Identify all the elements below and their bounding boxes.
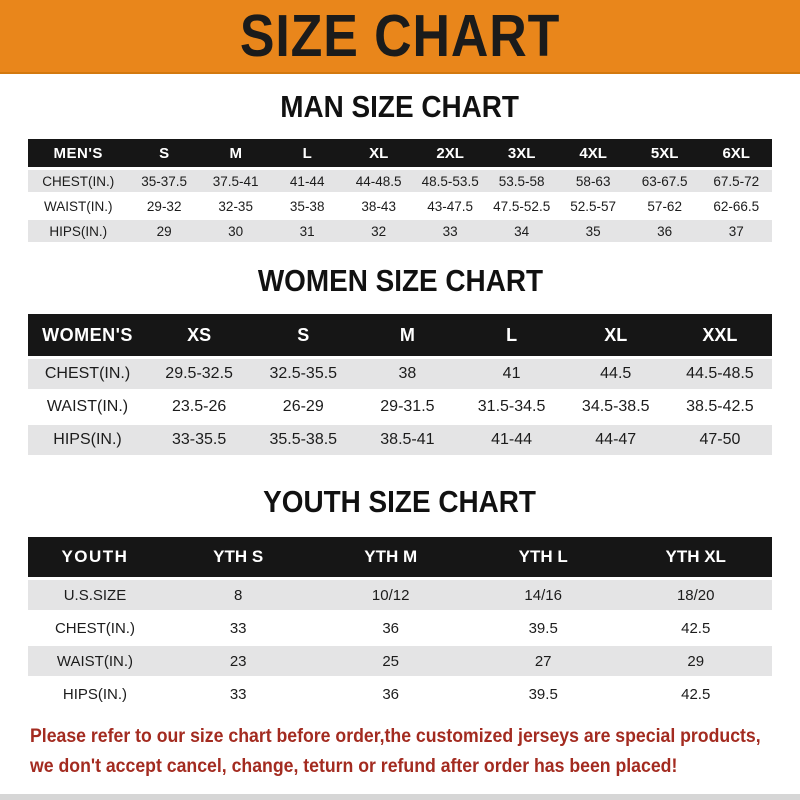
size-value-cell: 38.5-41 (355, 425, 459, 455)
size-value-cell: 35-37.5 (128, 170, 200, 192)
size-column-header: XS (147, 314, 251, 356)
size-value-cell: 41 (460, 359, 564, 389)
size-table (28, 534, 772, 712)
row-label: HIPS(IN.) (28, 425, 147, 455)
table-row (28, 220, 772, 242)
youth-size-table (28, 534, 772, 712)
table-row (28, 195, 772, 217)
table-row (28, 646, 772, 676)
row-label: WAIST(IN.) (28, 392, 147, 422)
table-row (28, 392, 772, 422)
size-value-cell: 58-63 (557, 170, 629, 192)
size-value-cell: 44.5-48.5 (668, 359, 772, 389)
size-value-cell: 10/12 (314, 580, 467, 610)
disclaimer-line-2-text: we don't accept cancel, change, teturn or refund after order has been placed! (30, 756, 678, 777)
table-header-row (28, 314, 772, 356)
size-value-cell: 39.5 (467, 679, 620, 709)
size-value-cell: 23.5-26 (147, 392, 251, 422)
size-column-header: L (460, 314, 564, 356)
women-size-chart-section (0, 263, 800, 458)
bottom-edge-strip (0, 794, 800, 800)
row-label: WAIST(IN.) (28, 195, 128, 217)
size-value-cell: 47-50 (668, 425, 772, 455)
table-row (28, 359, 772, 389)
banner-title: SIZE CHART (239, 3, 561, 69)
size-column-header: XXL (668, 314, 772, 356)
disclaimer-line-2 (30, 752, 800, 782)
section-heading-text: WOMEN SIZE CHART (257, 263, 543, 298)
size-value-cell: 41-44 (271, 170, 343, 192)
size-value-cell: 37.5-41 (200, 170, 272, 192)
section-heading-text: MAN SIZE CHART (280, 89, 520, 124)
size-column-header: S (128, 139, 200, 167)
size-column-header: 4XL (557, 139, 629, 167)
size-value-cell: 41-44 (460, 425, 564, 455)
size-value-cell: 38.5-42.5 (668, 392, 772, 422)
size-value-cell: 37 (700, 220, 772, 242)
table-header-row (28, 139, 772, 167)
size-value-cell: 30 (200, 220, 272, 242)
size-value-cell: 33-35.5 (147, 425, 251, 455)
size-value-cell: 47.5-52.5 (486, 195, 558, 217)
table-row (28, 679, 772, 709)
size-value-cell: 34.5-38.5 (564, 392, 668, 422)
size-column-header: XL (343, 139, 415, 167)
row-label: U.S.SIZE (28, 580, 162, 610)
size-column-header: YTH XL (619, 537, 772, 577)
size-value-cell: 35 (557, 220, 629, 242)
size-column-header: YTH S (162, 537, 315, 577)
youth-size-chart-heading (0, 484, 800, 520)
table-row (28, 580, 772, 610)
section-heading-text: YOUTH SIZE CHART (263, 484, 537, 519)
size-value-cell: 42.5 (619, 679, 772, 709)
size-table (28, 136, 772, 245)
size-value-cell: 23 (162, 646, 315, 676)
size-value-cell: 32 (343, 220, 415, 242)
size-value-cell: 34 (486, 220, 558, 242)
size-column-header: M (355, 314, 459, 356)
size-value-cell: 32-35 (200, 195, 272, 217)
size-value-cell: 25 (314, 646, 467, 676)
disclaimer-line-1-text: Please refer to our size chart before order,the customized jerseys are special products, (30, 726, 761, 747)
size-column-header: XL (564, 314, 668, 356)
table-title-cell: YOUTH (28, 537, 162, 577)
size-value-cell: 8 (162, 580, 315, 610)
size-value-cell: 67.5-72 (700, 170, 772, 192)
size-value-cell: 36 (314, 679, 467, 709)
size-column-header: 6XL (700, 139, 772, 167)
table-row (28, 425, 772, 455)
size-value-cell: 26-29 (251, 392, 355, 422)
size-column-header: 3XL (486, 139, 558, 167)
women-size-chart-heading (0, 263, 800, 299)
size-value-cell: 29.5-32.5 (147, 359, 251, 389)
size-value-cell: 36 (629, 220, 701, 242)
size-value-cell: 62-66.5 (700, 195, 772, 217)
row-label: WAIST(IN.) (28, 646, 162, 676)
size-value-cell: 57-62 (629, 195, 701, 217)
size-column-header: M (200, 139, 272, 167)
disclaimer (30, 722, 800, 782)
size-value-cell: 29-31.5 (355, 392, 459, 422)
size-value-cell: 18/20 (619, 580, 772, 610)
size-value-cell: 42.5 (619, 613, 772, 643)
size-value-cell: 44-48.5 (343, 170, 415, 192)
size-column-header: YTH L (467, 537, 620, 577)
size-value-cell: 38-43 (343, 195, 415, 217)
size-value-cell: 38 (355, 359, 459, 389)
size-value-cell: 43-47.5 (414, 195, 486, 217)
size-value-cell: 31.5-34.5 (460, 392, 564, 422)
banner (0, 0, 800, 74)
table-title-cell: MEN'S (28, 139, 128, 167)
size-column-header: L (271, 139, 343, 167)
mens-size-table (28, 136, 772, 245)
size-value-cell: 33 (414, 220, 486, 242)
man-size-chart-section (0, 89, 800, 245)
size-value-cell: 31 (271, 220, 343, 242)
size-value-cell: 53.5-58 (486, 170, 558, 192)
size-value-cell: 48.5-53.5 (414, 170, 486, 192)
size-column-header: YTH M (314, 537, 467, 577)
size-value-cell: 39.5 (467, 613, 620, 643)
size-value-cell: 33 (162, 679, 315, 709)
row-label: CHEST(IN.) (28, 170, 128, 192)
table-header-row (28, 537, 772, 577)
table-title-cell: WOMEN'S (28, 314, 147, 356)
row-label: CHEST(IN.) (28, 359, 147, 389)
size-column-header: 5XL (629, 139, 701, 167)
size-value-cell: 33 (162, 613, 315, 643)
size-value-cell: 52.5-57 (557, 195, 629, 217)
size-value-cell: 29 (619, 646, 772, 676)
size-column-header: S (251, 314, 355, 356)
size-value-cell: 44.5 (564, 359, 668, 389)
size-value-cell: 29 (128, 220, 200, 242)
size-value-cell: 14/16 (467, 580, 620, 610)
size-value-cell: 63-67.5 (629, 170, 701, 192)
table-row (28, 170, 772, 192)
size-column-header: 2XL (414, 139, 486, 167)
size-value-cell: 32.5-35.5 (251, 359, 355, 389)
row-label: CHEST(IN.) (28, 613, 162, 643)
size-value-cell: 36 (314, 613, 467, 643)
size-table (28, 311, 772, 458)
size-value-cell: 35.5-38.5 (251, 425, 355, 455)
youth-size-chart-section (0, 484, 800, 712)
row-label: HIPS(IN.) (28, 220, 128, 242)
table-row (28, 613, 772, 643)
womens-size-table (28, 311, 772, 458)
size-value-cell: 29-32 (128, 195, 200, 217)
size-value-cell: 27 (467, 646, 620, 676)
man-size-chart-heading (0, 89, 800, 125)
size-value-cell: 44-47 (564, 425, 668, 455)
disclaimer-line-1 (30, 722, 800, 752)
row-label: HIPS(IN.) (28, 679, 162, 709)
size-value-cell: 35-38 (271, 195, 343, 217)
